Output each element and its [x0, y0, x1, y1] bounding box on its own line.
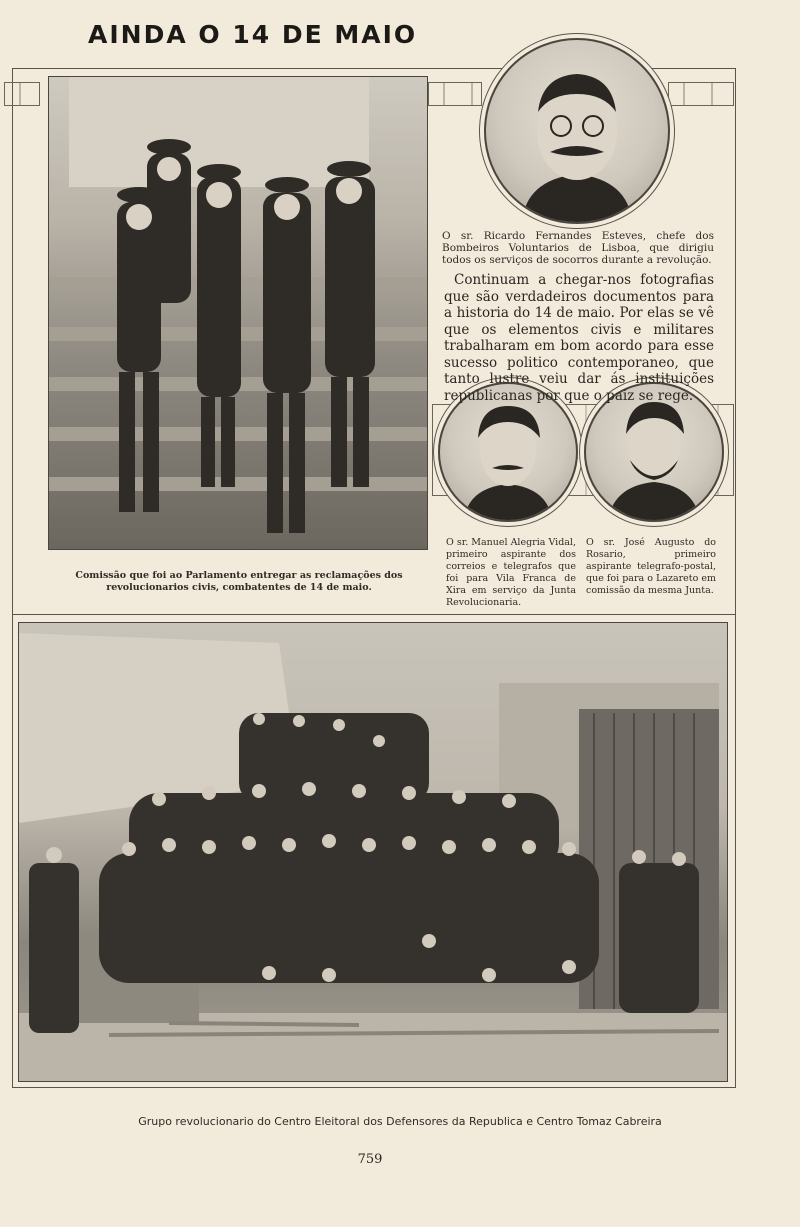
- ornament-band-mid: [428, 82, 482, 106]
- group-photo: [18, 622, 728, 1082]
- group-caption: Grupo revolucionario do Centro Eleitoral dos Defensores da Republica e Centro Tomaz Cabreira: [138, 1115, 662, 1128]
- ornament-band-left: [4, 82, 40, 106]
- divider-rule: [12, 614, 736, 615]
- esteves-caption: O sr. Ricardo Fernandes Esteves, chefe dos Bombeiros Voluntarios de Lisboa, que dirigiu todos os serviços de socorros durante a revolução.: [442, 230, 714, 266]
- rosario-caption: O sr. José Augusto do Rosario, primeiro aspirante telegrafo-postal, que foi para o Lazareto em comissão da mesma Junta.: [586, 537, 716, 596]
- page-number: 759: [357, 1152, 383, 1167]
- ornament-band-right: [668, 82, 734, 106]
- commission-photo: [48, 76, 428, 550]
- article-paragraph: Continuam a chegar-nos fotografias que são verdadeiros documentos para a historia do 14 de maio. Por elas se vê que os elementos civis e militares trabalharam em bom acordo para esse sucesso politico contemporaneo, que tanto lustre veiu dar ás instituições republicanas por que o paiz se rege.: [444, 272, 714, 404]
- esteves-portrait: [484, 38, 670, 224]
- commission-caption: Comissão que foi ao Parlamento entregar as reclamações dos revolucionarios civis, combatentes de 14 de maio.: [75, 570, 403, 593]
- vidal-caption: O sr. Manuel Alegria Vidal, primeiro aspirante dos correios e telegrafos que foi para Vila Franca de Xira em serviço da Junta Revolucionaria.: [446, 537, 576, 608]
- page-headline: AINDA O 14 DE MAIO: [88, 20, 418, 49]
